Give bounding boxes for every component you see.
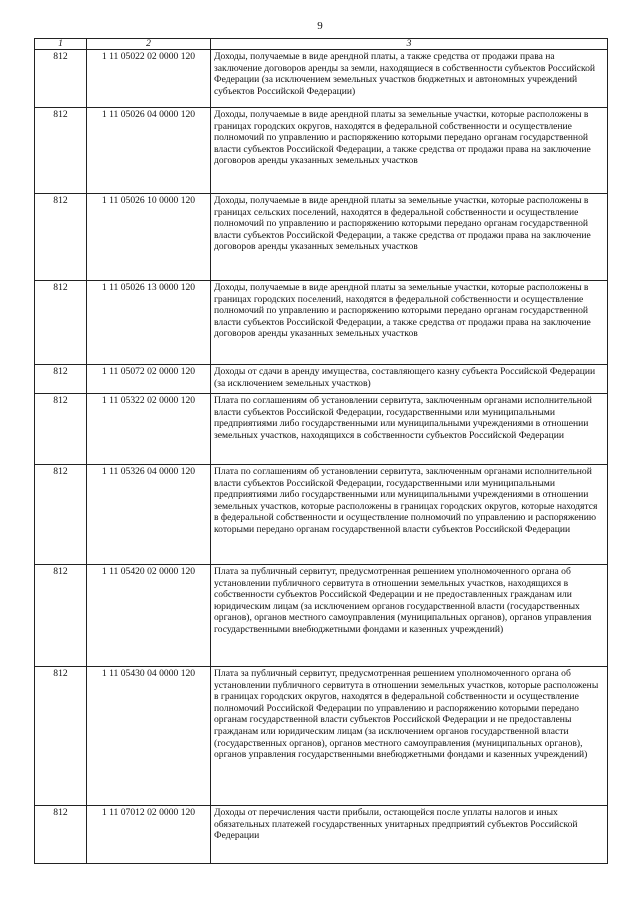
admin-code-cell: 812 <box>35 108 87 194</box>
budget-code-cell: 1 11 05026 10 0000 120 <box>87 194 211 281</box>
column-header-2: 2 <box>87 39 211 50</box>
admin-code-cell: 812 <box>35 281 87 365</box>
table-row <box>35 565 608 667</box>
description-cell: Плата по соглашениям об установлении сервитута, заключенным органами исполнительной власти субъектов Российской Федерации, государственными или муниципальными предприятиями либо государственными или муниципальными учреждениями в отношении земельных участков, находящихся в собственности субъектов Российской Федерации <box>211 394 608 465</box>
admin-code-cell: 812 <box>35 194 87 281</box>
table-row <box>35 465 608 565</box>
description-cell: Доходы от сдачи в аренду имущества, составляющего казну субъекта Российской Федерации (за исключением земельных участков) <box>211 365 608 394</box>
description-cell: Доходы, получаемые в виде арендной платы за земельные участки, которые расположены в границах городских округов, находятся в федеральной собственности и осуществление полномочий по управлению и распоряжению которыми передано органам государственной власти субъектов Российской Федерации, а также средства от продажи права на заключение договоров аренды указанных земельных участков <box>211 108 608 194</box>
budget-code-cell: 1 11 05420 02 0000 120 <box>87 565 211 667</box>
page-number: 9 <box>317 20 323 32</box>
budget-code-cell: 1 11 05026 13 0000 120 <box>87 281 211 365</box>
table-row <box>35 108 608 194</box>
table-row <box>35 50 608 108</box>
column-header-1: 1 <box>35 39 87 50</box>
budget-code-cell: 1 11 05022 02 0000 120 <box>87 50 211 108</box>
budget-code-cell: 1 11 05430 04 0000 120 <box>87 667 211 806</box>
admin-code-cell: 812 <box>35 667 87 806</box>
table-row <box>35 281 608 365</box>
table-row <box>35 806 608 864</box>
admin-code-cell: 812 <box>35 394 87 465</box>
admin-code-cell: 812 <box>35 50 87 108</box>
revenue-codes-table <box>34 38 608 864</box>
description-cell: Плата по соглашениям об установлении сервитута, заключенным органами исполнительной власти субъектов Российской Федерации, государственными или муниципальными предприятиями либо государственными или муниципальными учреждениями в отношении земельных участков, которые расположены в границах городских округов, которые находятся в федеральной собственности и осуществление полномочий по управлению и распоряжению которыми передано органам государственной власти субъектов Российской Федерации <box>211 465 608 565</box>
description-cell: Доходы от перечисления части прибыли, остающейся после уплаты налогов и иных обязательных платежей государственных унитарных предприятий субъектов Российской Федерации <box>211 806 608 864</box>
description-cell: Плата за публичный сервитут, предусмотренная решением уполномоченного органа об установлении публичного сервитута в отношении земельных участков, которые расположены в границах городских округов, находятся в федеральной собственности и осуществление полномочий Российской Федерации по управлению и распоряжению которыми передано органам государственной власти субъектов Российской Федерации и не предоставлены гражданам или юридическим лицам (за исключением органов государственной власти (государственных органов), органов местного самоуправления (муниципальных органов), органов управления государственными внебюджетными фондами и казенных учреждений) <box>211 667 608 806</box>
admin-code-cell: 812 <box>35 465 87 565</box>
budget-code-cell: 1 11 05322 02 0000 120 <box>87 394 211 465</box>
description-cell: Плата за публичный сервитут, предусмотренная решением уполномоченного органа об установлении публичного сервитута в отношении земельных участков, находящихся в собственности субъектов Российской Федерации и не предоставленных гражданам или юридическим лицам (за исключением органов государственной власти (государственных органов), органов местного самоуправления (муниципальных органов), органов управления государственными внебюджетными фондами и казенных учреждений) <box>211 565 608 667</box>
admin-code-cell: 812 <box>35 565 87 667</box>
admin-code-cell: 812 <box>35 365 87 394</box>
admin-code-cell: 812 <box>35 806 87 864</box>
budget-code-cell: 1 11 07012 02 0000 120 <box>87 806 211 864</box>
budget-code-cell: 1 11 05072 02 0000 120 <box>87 365 211 394</box>
description-cell: Доходы, получаемые в виде арендной платы, а также средства от продажи права на заключение договоров аренды за земли, находящиеся в собственности субъектов Российской Федерации (за исключением земельных участков бюджетных и автономных учреждений субъектов Российской Федерации) <box>211 50 608 108</box>
table-row <box>35 667 608 806</box>
table-header-row <box>35 39 608 50</box>
description-cell: Доходы, получаемые в виде арендной платы за земельные участки, которые расположены в границах сельских поселений, находятся в федеральной собственности и осуществление полномочий по управлению и распоряжению которыми передано органам государственной власти субъектов Российской Федерации, а также средства от продажи права на заключение договоров аренды указанных земельных участков <box>211 194 608 281</box>
budget-code-cell: 1 11 05326 04 0000 120 <box>87 465 211 565</box>
table-row <box>35 365 608 394</box>
table-row <box>35 394 608 465</box>
column-header-3: 3 <box>211 39 608 50</box>
table-row <box>35 194 608 281</box>
budget-code-cell: 1 11 05026 04 0000 120 <box>87 108 211 194</box>
description-cell: Доходы, получаемые в виде арендной платы за земельные участки, которые расположены в границах городских поселений, находятся в федеральной собственности и осуществление полномочий по управлению и распоряжению которыми передано органам государственной власти субъектов Российской Федерации, а также средства от продажи права на заключение договоров аренды указанных земельных участков <box>211 281 608 365</box>
